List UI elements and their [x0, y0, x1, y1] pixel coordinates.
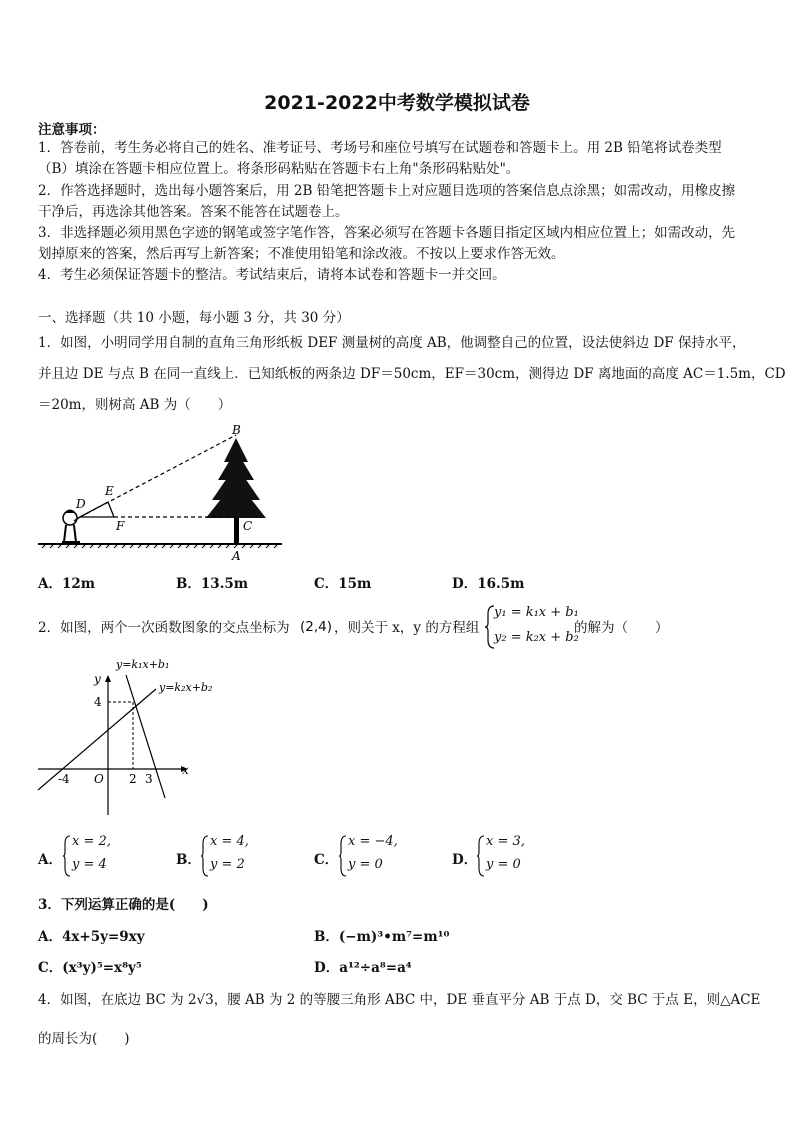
label-e: E	[105, 484, 114, 498]
section-heading: 一、选择题（共 10 小题，每小题 3 分，共 30 分）	[38, 310, 350, 326]
origin-label: O	[94, 772, 104, 786]
q2-option-c-brace	[338, 834, 348, 878]
q3-stem: 3．下列运算正确的是( )	[38, 897, 209, 913]
q2-option-a-brace	[62, 834, 72, 878]
q3-option-a: A．4x+5y=9xy	[38, 929, 145, 945]
line-2-label: y=k₂x+b₂	[159, 681, 213, 694]
q1-option-b: B．13.5m	[176, 576, 249, 592]
label-d: D	[76, 497, 86, 511]
q1-figure	[36, 420, 286, 565]
tree-icon	[206, 438, 266, 544]
label-c: C	[243, 519, 253, 533]
notice-line-6: 划掉原来的答案，然后再写上新答案；不准使用铅笔和涂改液。不按以上要求作答无效。	[38, 246, 565, 262]
line-1-label: y=k₁x+b₁	[116, 658, 170, 671]
q2-option-c-letter: C．	[314, 852, 339, 868]
q3-option-c: C．(x³y)⁵=x⁸y⁵	[38, 960, 142, 976]
q3-option-d: D．a¹²÷a⁸=a⁴	[314, 960, 412, 976]
tick-3: 3	[145, 772, 153, 786]
q2-option-d-brace	[476, 834, 486, 878]
x-axis-label: x	[182, 763, 189, 777]
tick-2: 2	[129, 772, 137, 786]
notice-line-1: 1．答卷前，考生务必将自己的姓名、准考证号、考场号和座位号填写在试题卷和答题卡上。用 2B 铅笔将试卷类型	[38, 140, 722, 156]
q2-eq-2: y₂ = k₂x + b₂	[494, 630, 579, 645]
q2-option-b-x: x = 4,	[210, 834, 249, 849]
label-f: F	[116, 519, 125, 533]
q3-option-b: B．(−m)³•m⁷=m¹⁰	[314, 929, 450, 945]
q2-stem-start: 2．如图，两个一次函数图象的交点坐标为	[38, 620, 290, 636]
label-a: A	[232, 549, 241, 563]
label-b: B	[232, 423, 241, 437]
q2-option-b-letter: B．	[176, 852, 201, 868]
q1-option-c: C．15m	[314, 576, 372, 592]
q2-option-d-x: x = 3,	[486, 834, 525, 849]
q2-option-d-y: y = 0	[486, 857, 521, 872]
notice-line-2: （B）填涂在答题卡相应位置上。将条形码粘贴在答题卡右上角"条形码粘贴处"。	[38, 161, 520, 177]
q1-option-a: A．12m	[38, 576, 96, 592]
q2-point: (2,4)	[300, 619, 333, 635]
notice-heading: 注意事项：	[38, 122, 106, 138]
q2-option-c-x: x = −4,	[348, 834, 398, 849]
q1-line-2: 并且边 DE 与点 B 在同一直线上．已知纸板的两条边 DF＝50cm，EF＝30cm，测得边 DF 离地面的高度 AC＝1.5m，CD	[38, 366, 786, 382]
page-title: 2021-2022中考数学模拟试卷	[264, 92, 530, 114]
q4-line-1: 4．如图，在底边 BC 为 2√3，腰 AB 为 2 的等腰三角形 ABC 中，DE 垂直平分 AB 于点 D，交 BC 于点 E，则△ACE	[38, 992, 761, 1008]
q2-option-a-y: y = 4	[72, 857, 107, 872]
q2-graph	[34, 655, 213, 823]
q2-eq-1: y₁ = k₁x + b₁	[494, 605, 579, 620]
person-icon	[62, 510, 80, 543]
y-axis-arrow	[105, 675, 111, 682]
q2-option-d-letter: D．	[452, 852, 478, 868]
tick-neg4: -4	[58, 772, 70, 786]
q2-stem-end: 的解为（ ）	[574, 620, 669, 636]
q2-option-c-y: y = 0	[348, 857, 383, 872]
q2-option-a-letter: A．	[38, 852, 62, 868]
notice-line-5: 3．非选择题必须用黑色字迹的钢笔或签字笔作答，答案必须写在答题卡各题目指定区域内相应位置上；如需改动，先	[38, 225, 736, 241]
q4-line-2: 的周长为( )	[38, 1031, 130, 1047]
y-axis-label: y	[94, 672, 101, 686]
q1-line-3: ＝20m，则树高 AB 为（ ）	[38, 397, 232, 413]
q2-option-b-y: y = 2	[210, 857, 245, 872]
notice-line-4: 干净后，再选涂其他答案。答案不能答在试题卷上。	[38, 204, 349, 220]
q2-option-b-brace	[200, 834, 210, 878]
q1-option-d: D．16.5m	[452, 576, 525, 592]
notice-line-7: 4．考生必须保证答题卡的整洁。考试结束后，请将本试卷和答题卡一并交回。	[38, 267, 506, 283]
q2-stem-mid: ，则关于 x，y 的方程组	[334, 620, 480, 636]
q1-line-1: 1．如图，小明同学用自制的直角三角形纸板 DEF 测量树的高度 AB，他调整自己的位置，设法使斜边 DF 保持水平，	[38, 335, 746, 351]
notice-line-3: 2．作答选择题时，选出每小题答案后，用 2B 铅笔把答题卡上对应题目选项的答案信息点涂黑；如需改动，用橡皮擦	[38, 183, 736, 199]
tick-4: 4	[94, 695, 102, 709]
q2-option-a-x: x = 2,	[72, 834, 111, 849]
